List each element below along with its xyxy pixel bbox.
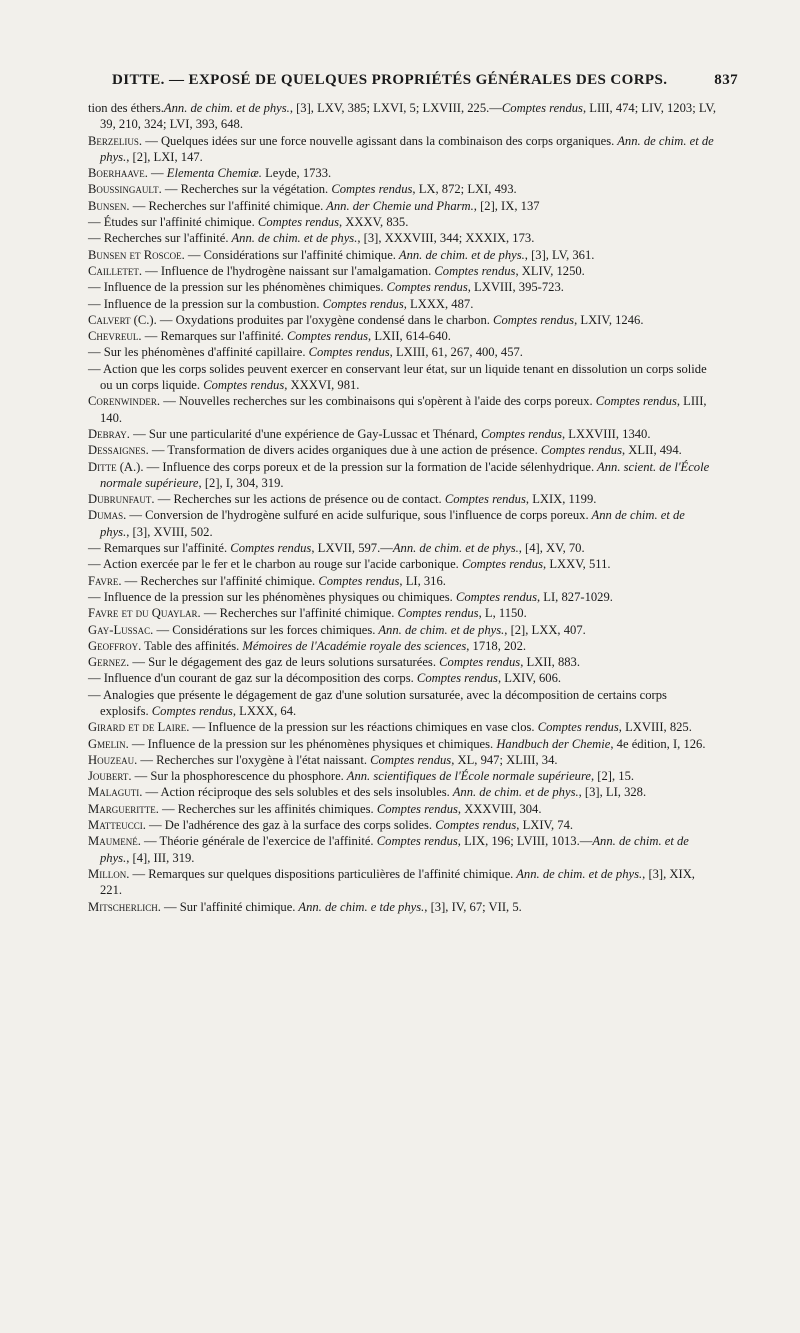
entry-author: Mitscherlich. <box>88 899 161 914</box>
entry-source: Handbuch der Chemie <box>493 736 611 751</box>
entry-source: Elementa Chemiæ. <box>166 166 262 181</box>
entry-details: , LXIV, 1246. <box>574 312 644 327</box>
bibliography-entry <box>88 817 716 833</box>
entry-text: — Remarques sur l'affinité. <box>141 329 284 344</box>
entry-author: Boussingault. <box>88 182 162 197</box>
running-title: DITTE. — EXPOSÉ DE QUELQUES PROPRIÉTÉS GÉNÉRALES DES CORPS. <box>112 72 668 88</box>
entry-source: Comptes rendus <box>328 182 413 197</box>
bibliography-entry <box>88 426 716 442</box>
entry-text: — Sur l'affinité chimique. <box>160 899 296 914</box>
entry-details: , [2], LXI, 147. <box>126 149 203 164</box>
entry-author: Favre. <box>88 573 122 588</box>
entry-details-secondary: , [4], III, 319. <box>126 850 195 865</box>
entry-text: — Influence des corps poreux et de la pression sur la formation de l'acide sélenhydrique. <box>143 459 595 474</box>
entry-source-secondary: Ann. de chim. et de phys. <box>100 834 689 865</box>
bibliography-entry <box>88 507 716 540</box>
entry-source: Comptes rendus <box>458 557 544 572</box>
entry-source: Comptes rendus <box>200 378 285 393</box>
entry-author: Maumené. <box>88 834 141 849</box>
entry-details: , LXXVIII, 1340. <box>562 426 651 441</box>
entry-source: Comptes rendus <box>227 541 312 556</box>
bibliography-entry <box>88 719 716 735</box>
entry-author: Gmelin. <box>88 736 129 751</box>
entry-source: Ann. de chim. e tde phys. <box>295 899 425 914</box>
entry-text: — Analogies que présente le dégagement de gaz d'une solution sursaturée, avec la décomposition de certains corps explosifs. <box>88 687 667 718</box>
entry-source: Ann de chim. et de phys. <box>100 508 685 539</box>
entry-source: Comptes rendus <box>435 655 521 670</box>
bibliography-entry <box>88 605 716 621</box>
entry-source: Ann. de chim. et de phys. <box>163 101 290 115</box>
bibliography-entry <box>88 247 716 263</box>
entry-text: — Influence de l'hydrogène naissant sur l'amalgamation. <box>142 263 432 278</box>
entry-source: Ann. de chim. et de phys. <box>375 622 505 637</box>
entry-source: Comptes rendus <box>489 312 575 327</box>
entry-author: Gernez. <box>88 655 130 670</box>
entry-details: , XXXVIII, 304. <box>457 801 542 816</box>
entry-text: — Remarques sur l'affinité. <box>88 541 228 556</box>
bibliography-entry <box>88 556 716 572</box>
entry-author: Bunsen et Roscoe. <box>88 247 185 262</box>
entry-details: , LX, 872; LXI, 493. <box>412 182 517 197</box>
entry-details: , XXXVI, 981. <box>284 378 360 393</box>
entry-text: — Action exercée par le fer et le charbon au rouge sur l'acide carbonique. <box>88 557 459 572</box>
bibliography-entry <box>88 230 716 246</box>
entry-source: Comptes rendus <box>305 345 390 360</box>
entry-text: — Recherches sur la végétation. <box>161 182 329 197</box>
entry-text: — Théorie générale de l'exercice de l'affinité. <box>140 834 374 849</box>
entry-source: Comptes rendus <box>537 443 622 458</box>
entry-source: Comptes rendus <box>148 703 233 718</box>
bibliography-entry <box>88 361 716 394</box>
entry-author: Dubrunfaut. <box>88 492 155 507</box>
entry-text: — Action que les corps solides peuvent exercer en conservant leur état, sur un liquide tenant en dissolution un corps solide ou un corps liquide. <box>88 361 707 393</box>
entry-source: Comptes rendus <box>254 215 339 230</box>
entry-text: — Influence de la pression sur les réactions chimiques en vase clos. <box>189 720 535 735</box>
bibliography-entry <box>88 589 716 605</box>
bibliography-entry <box>88 214 716 230</box>
entry-author: Corenwinder. <box>88 394 161 409</box>
bibliography-entry <box>88 100 716 133</box>
entry-source: Ann. de chim. et de phys. <box>228 231 358 246</box>
bibliography-entry <box>88 801 716 817</box>
bibliography-entry <box>88 670 716 686</box>
entry-details: , XLII, 494. <box>621 443 682 458</box>
bibliography-entry <box>88 899 716 915</box>
entry-source: Ann. scientifiques de l'École normale supérieure <box>343 769 591 784</box>
entry-details: , [3], XIX, 221. <box>100 866 695 898</box>
entry-author: Matteucci. <box>88 818 146 833</box>
entry-source: Comptes rendus <box>431 263 516 278</box>
bibliography-entry <box>88 393 716 426</box>
entry-author: Millon. <box>88 866 130 881</box>
entry-author: Calvert (C.). <box>88 312 157 327</box>
entry-author: Margueritte. <box>88 801 159 816</box>
entry-source: Comptes rendus <box>319 296 404 311</box>
bibliography-entry <box>88 736 716 752</box>
entry-text: — Recherches sur l'affinité. <box>88 231 229 246</box>
entry-text: — Transformation de divers acides organiques due à une action de présence. <box>148 443 538 458</box>
bibliography-entry <box>88 198 716 214</box>
entry-details: , LXVII, 597.— <box>311 541 393 556</box>
entry-details: , LXVIII, 825. <box>618 720 692 735</box>
entry-source: Mémoires de l'Académie royale des sciences <box>239 638 467 653</box>
bibliography-entry <box>88 540 716 556</box>
entry-details: , LXXV, 511. <box>543 557 611 572</box>
bibliography-entry <box>88 459 716 492</box>
entry-details: , LXVIII, 395-723. <box>467 280 564 295</box>
entry-text: — Études sur l'affinité chimique. <box>88 215 255 230</box>
entry-author: Dumas. <box>88 508 127 523</box>
entry-text: — Recherches sur l'oxygène à l'état naissant. <box>137 752 367 767</box>
entry-author: Malaguti. <box>88 785 143 800</box>
entry-text: — Sur le dégagement des gaz de leurs solutions sursaturées. <box>129 655 436 670</box>
entry-details: , [3], LI, 328. <box>578 785 647 800</box>
entry-source: Comptes rendus <box>534 720 619 735</box>
entry-author: Girard et de Laire. <box>88 720 190 735</box>
entry-details: , 1718, 202. <box>466 638 527 653</box>
bibliography-entry <box>88 312 716 328</box>
entry-author: Joubert. <box>88 769 132 784</box>
bibliography-entry <box>88 573 716 589</box>
entry-source-secondary: Ann. de chim. et de phys. <box>392 541 519 556</box>
bibliography-entry <box>88 752 716 768</box>
bibliography-entry <box>88 442 716 458</box>
entry-source: Comptes rendus <box>283 329 369 344</box>
entry-source: Comptes rendus <box>373 834 458 849</box>
bibliography-entry <box>88 263 716 279</box>
entry-details: , LI, 827-1029. <box>537 589 613 604</box>
entry-text: — <box>147 166 167 181</box>
entry-author: Dessaignes. <box>88 443 149 458</box>
entry-details: , XLIV, 1250. <box>515 263 585 278</box>
bibliography-entry <box>88 491 716 507</box>
entry-text: — Sur la phosphorescence du phosphore. <box>131 769 344 784</box>
entry-details: , LXII, 614-640. <box>368 329 451 344</box>
bibliography-entry <box>88 654 716 670</box>
entry-details: , [3], LV, 361. <box>524 247 595 262</box>
entry-source: Ann. de chim. et de phys. <box>449 785 579 800</box>
entry-text: — Influence d'un courant de gaz sur la décomposition des corps. <box>88 671 414 686</box>
entry-details: , XXXV, 835. <box>338 215 409 230</box>
entry-author: Chevreul. <box>88 329 142 344</box>
entry-author: Ditte (A.). <box>88 459 144 474</box>
bibliography-entry <box>88 344 716 360</box>
bibliography-entry <box>88 784 716 800</box>
entry-source: Comptes rendus <box>373 801 458 816</box>
entry-details: , LI, 316. <box>399 573 446 588</box>
entry-text: — Quelques idées sur une force nouvelle agissant dans la combinaison des corps organiques. <box>142 133 615 148</box>
entry-details: , LXXX, 64. <box>232 703 297 718</box>
entry-details: , [3], XXXVIII, 344; XXXIX, 173. <box>357 231 535 246</box>
entry-details: , LXIV, 74. <box>516 818 574 833</box>
page-number: 837 <box>714 72 738 88</box>
entry-details: , [2], IX, 137 <box>473 198 540 213</box>
entry-text: — Influence de la pression sur les phénomènes physiques ou chimiques. <box>88 589 453 604</box>
entry-text: — Influence de la pression sur la combustion. <box>88 296 320 311</box>
bibliography-entry <box>88 328 716 344</box>
entry-author: Bunsen. <box>88 198 130 213</box>
entry-details-secondary: , LIII, 474; LIV, 1203; LV, 39, 210, 324; LVI, 393, 648. <box>100 101 717 132</box>
entry-text: — Recherches sur l'affinité chimique. <box>121 573 316 588</box>
entry-details: , L, 1150. <box>478 606 527 621</box>
entry-details: , LXIX, 1199. <box>525 492 597 507</box>
bibliography-entry <box>88 866 716 899</box>
entry-author: Debray. <box>88 426 130 441</box>
entry-details: , [3], XVIII, 502. <box>126 524 213 539</box>
entry-source: Comptes rendus <box>592 394 677 409</box>
entry-text: — Considérations sur les forces chimiques. <box>153 622 376 637</box>
entry-details: , LIII, 140. <box>100 394 707 425</box>
entry-details: , LXII, 883. <box>520 655 580 670</box>
entry-source-secondary: Comptes rendus <box>501 101 583 115</box>
entry-text: — De l'adhérence des gaz à la surface des corps solides. <box>145 818 433 833</box>
entry-source: Comptes rendus <box>477 426 562 441</box>
bibliography-entry <box>88 833 716 866</box>
bibliography-entry <box>88 296 716 312</box>
entry-details: Leyde, 1733. <box>261 166 332 181</box>
entry-text: — Influence de la pression sur les phénomènes chimiques. <box>88 280 384 295</box>
entry-text: — Sur une particularité d'une expérience de Gay-Lussac et Thénard, <box>129 426 478 441</box>
entry-text: — Oxydations produites par l'oxygène condensé dans le charbon. <box>156 312 490 327</box>
entry-source: Comptes rendus <box>441 492 526 507</box>
bibliography-entry <box>88 181 716 197</box>
entry-details: , [2], I, 304, 319. <box>198 475 284 490</box>
entry-details: , 4e édition, I, 126. <box>610 736 706 751</box>
entry-text: — Recherches sur l'affinité chimique. <box>129 198 324 213</box>
entry-details: , [2], LXX, 407. <box>504 622 586 637</box>
entry-details: , LXIII, 61, 267, 400, 457. <box>389 345 523 360</box>
entry-text: — Considérations sur l'affinité chimique. <box>184 247 396 262</box>
bibliography-entry <box>88 687 716 720</box>
entry-author: Houzeau. <box>88 752 138 767</box>
entry-details: , [2], 15. <box>591 769 635 784</box>
entry-text: — Conversion de l'hydrogène sulfuré en acide sulfurique, sous l'influence de corps poreux. <box>126 508 589 523</box>
entry-source: Comptes rendus <box>394 606 479 621</box>
bibliography-entry <box>88 768 716 784</box>
entry-author: Cailletet. <box>88 263 143 278</box>
bibliography-list <box>88 100 716 915</box>
entry-details: , LXXX, 487. <box>403 296 474 311</box>
entry-text: — Action réciproque des sels solubles et des sels insolubles. <box>142 785 450 800</box>
bibliography-entry <box>88 165 716 181</box>
entry-author: Gay-Lussac. <box>88 622 154 637</box>
entry-text: — Influence de la pression sur les phénomènes physiques et chimiques. <box>128 736 494 751</box>
entry-details: , [3], LXV, 385; LXVI, 5; LXVIII, 225.— <box>289 101 502 115</box>
entry-text: — Recherches sur les affinités chimiques. <box>158 801 374 816</box>
entry-text: Table des affinités. <box>141 638 240 653</box>
entry-text: tion des éthers. <box>88 101 164 115</box>
entry-text: — Remarques sur quelques dispositions particulières de l'affinité chimique. <box>129 866 514 881</box>
entry-source: Comptes rendus <box>432 818 517 833</box>
bibliography-entry <box>88 133 716 166</box>
entry-author: Geoffroy. <box>88 638 142 653</box>
entry-source: Ann. der Chemie und Pharm. <box>323 198 474 213</box>
entry-details: , LXIV, 606. <box>497 671 562 686</box>
entry-source: Comptes rendus <box>452 589 537 604</box>
entry-details-secondary: , [4], XV, 70. <box>518 541 585 556</box>
entry-source: Comptes rendus <box>383 280 468 295</box>
bibliography-entry <box>88 638 716 654</box>
entry-source: Ann. de chim. et de phys. <box>100 133 714 164</box>
entry-source: Comptes rendus <box>315 573 400 588</box>
entry-author: Boerhaave. <box>88 166 148 181</box>
entry-source: Comptes rendus <box>413 671 498 686</box>
entry-source: Ann. scient. de l'École normale supérieure <box>100 459 710 490</box>
entry-source: Ann. de chim. et de phys. <box>513 866 643 881</box>
entry-author: Berzelius. <box>88 133 143 148</box>
bibliography-entry <box>88 279 716 295</box>
entry-author: Favre et du Quaylar. <box>88 606 201 621</box>
entry-source: Comptes rendus <box>367 752 452 767</box>
entry-details: , LIX, 196; LVIII, 1013.— <box>457 834 593 849</box>
entry-details: , XL, 947; XLIII, 34. <box>451 752 558 767</box>
entry-text: — Sur les phénomènes d'affinité capillaire. <box>88 345 306 360</box>
bibliography-entry <box>88 622 716 638</box>
entry-text: — Recherches sur les actions de présence ou de contact. <box>154 492 442 507</box>
entry-text: — Recherches sur l'affinité chimique. <box>200 606 395 621</box>
entry-text: — Nouvelles recherches sur les combinaisons qui s'opèrent à l'aide des corps poreux. <box>160 394 593 409</box>
entry-details: , [3], IV, 67; VII, 5. <box>424 899 522 914</box>
entry-source: Ann. de chim. et de phys. <box>395 247 525 262</box>
